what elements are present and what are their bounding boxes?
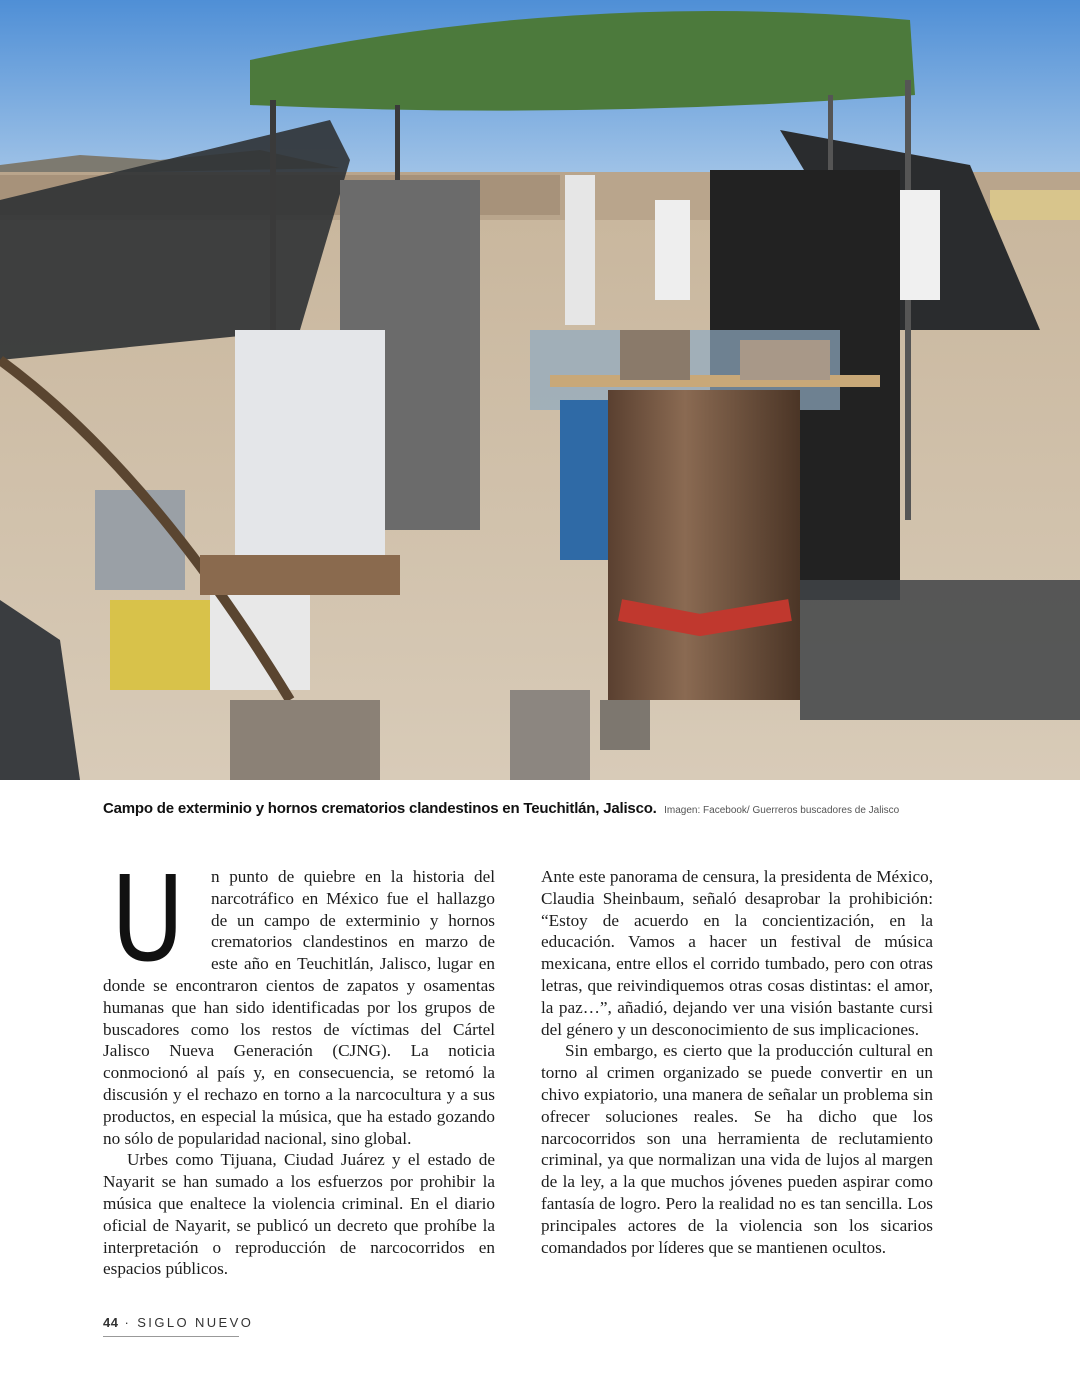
paragraph-1 [103, 850, 495, 1149]
paragraph-4: Sin embargo, es cierto que la producción cultural en torno al crimen organizado se puede convertir en un chivo expiatorio, una manera de señalar un problema sin ofrecer soluciones reales. Se ha dicho que los narcocorridos son una herramienta de reclutamiento criminal, ya que normalizan una vida de lujos al margen de la ley, a la que muchos jóvenes pueden aspirar como fantasía de logro. Pero la realidad no es tan sencilla. Los principales actores de la violencia son los sicarios comandados por líderes que se mantienen ocultos. [541, 1041, 933, 1257]
caption-title: Campo de exterminio y hornos crematorios clandestinos en Teuchitlán, Jalisco. [103, 800, 657, 817]
footer-separator: · [124, 1315, 132, 1330]
paragraph-1-text: n punto de quiebre en la historia del narcotráfico en México fue el hallazgo de un campo de exterminio y hornos crematorios clandestinos en marzo de este año en Teuchitlán, Jalisco, lugar en donde se encontraron cientos de zapatos y osamentas humanas que han sido identificadas por los grupos de buscadores como los restos de víctimas del Cártel Jalisco Nueva Generación (CJNG). La noticia conmocionó al país y, en consecuencia, se retomó la discusión y el rechazo en torno a la narcocultura y a sus productos, en especial la música, que ha estado gozando no sólo de popularidad nacional, sino global. [103, 867, 495, 1148]
photo-caption [103, 800, 1003, 818]
paragraph-3: Ante este panorama de censura, la presidenta de México, Claudia Sheinbaum, señaló desaprobar la prohibición: “Estoy de acuerdo en la concientización, en la educación. Vamos a hacer un festival de música mexicana, entre ellos el corrido tumbado, pero con otras letras, que reivindiquemos otras cosas distintas: el amor, la paz…”, añadió, dejando ver una visión bastante cursi del género y un desconocimiento de sus implicaciones. [541, 867, 933, 1039]
caption-credit: Imagen: Facebook/ Guerreros buscadores de Jalisco [664, 805, 900, 816]
page-footer [103, 1315, 254, 1337]
page-number: 44 [103, 1315, 119, 1330]
paragraph-2: Urbes como Tijuana, Ciudad Juárez y el estado de Nayarit se han sumado a los esfuerzos por prohibir la música que enaltece la violencia criminal. En el diario oficial de Nayarit, se publicó un decreto que prohíbe la interpretación o reproducción de narcocorridos en espacios públicos. [103, 1150, 495, 1279]
publication-name: SIGLO NUEVO [137, 1315, 254, 1330]
article-column-left [103, 850, 495, 1280]
article-column-right [541, 866, 933, 1258]
drop-cap: U [111, 850, 185, 988]
